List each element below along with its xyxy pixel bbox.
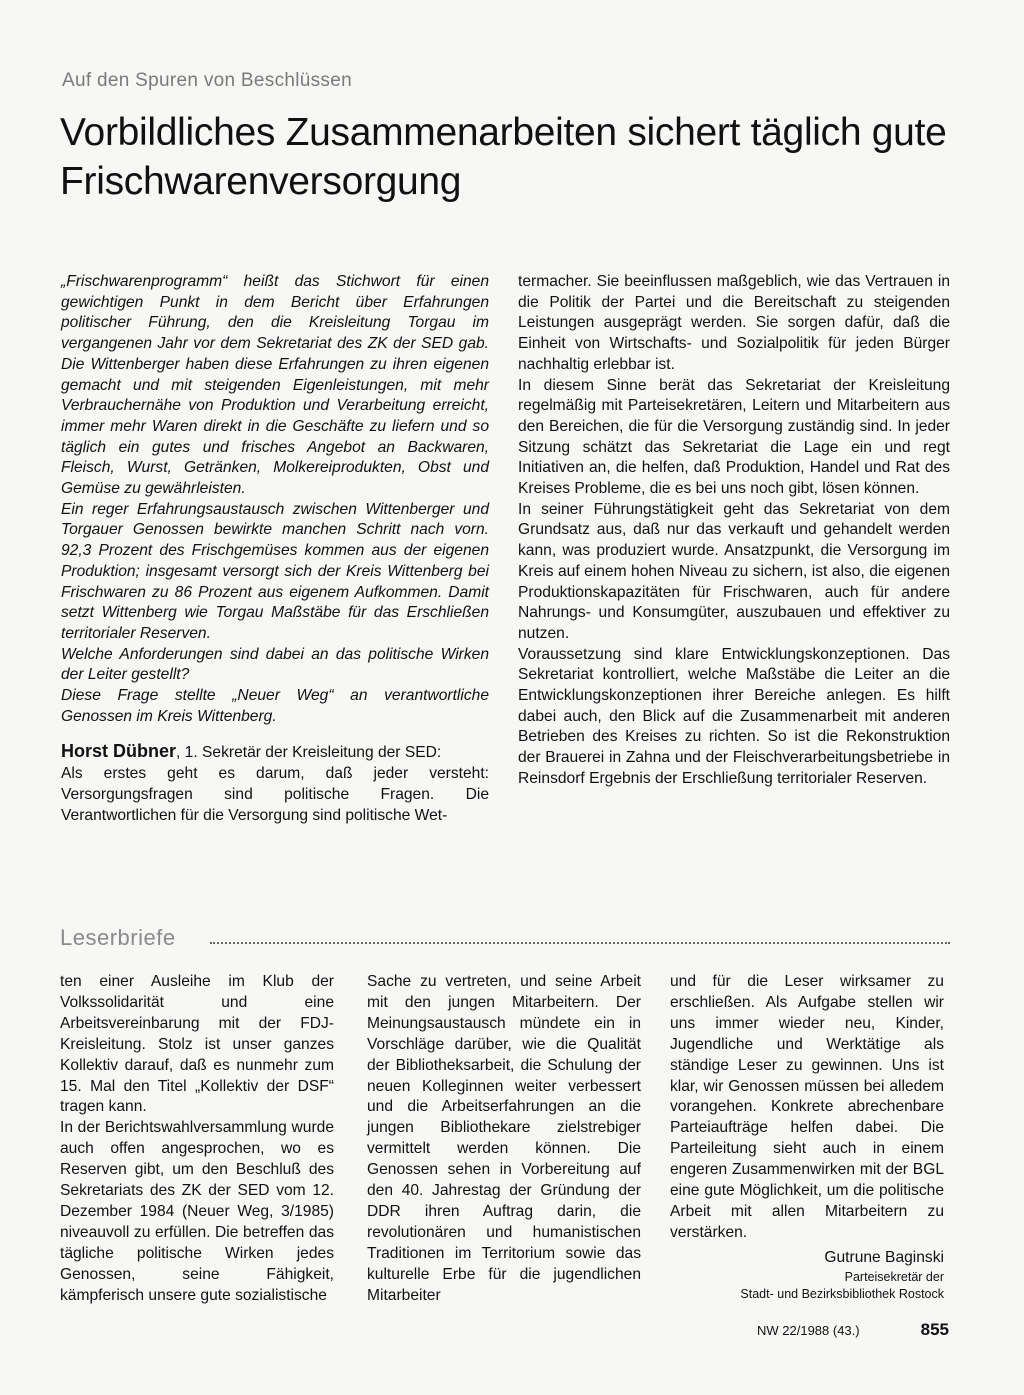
section-label: Leserbriefe [60, 925, 186, 951]
author-role: , 1. Sekretär der Kreisleitung der SED: [176, 744, 442, 762]
intro-paragraph: „Frischwarenprogramm“ heißt das Stichwort für einen gewichtigen Punkt in dem Bericht über Erfahrungen politischer Führung, den die Kreisleitung Torgau im vergangenen Jahr vor dem Sekretariat des ZK der SED gab. Die Wittenberger haben diese Erfahrungen zu ihren eigenen gemacht und mit steigenden Eigenleistungen, mit mehr Verbrauchernähe von Produktion und Verarbeitung erreicht, immer mehr Waren direkt in die Geschäfte zu liefern und so täglich ein gutes und frisches Angebot an Backwaren, Fleisch, Wurst, Getränken, Molkereiprodukten, Obst und Gemüse zu gewährleisten. [61, 273, 489, 498]
intro-paragraph: Welche Anforderungen sind dabei an das politische Wirken der Leiter gestellt? [61, 645, 489, 684]
body-paragraph: Als erstes geht es darum, daß jeder versteht: Versorgungsfragen sind politische Fragen. Die Verantwortlichen für die Versorgung sind politische Wet- [61, 765, 489, 824]
body-paragraph: termacher. Sie beeinflussen maßgeblich, wie das Vertrauen in die Politik der Partei und die Bereitschaft zu steigenden Leistungen ausgeprägt werden. Sie sorgen dafür, daß die Einheit von Wirtschafts- und Sozialpolitik für jeden Bürger nachhaltig erlebbar ist. [518, 273, 950, 373]
page-footer [757, 1320, 949, 1340]
body-paragraph: In diesem Sinne berät das Sekretariat der Kreisleitung regelmäßig mit Parteisekretären, Leitern und Mitarbeitern aus den Bereichen, die für die Versorgung zuständig sind. In jeder Sitzung schätzt das Sekretariat die Lage ein und regt Initiativen an, die helfen, daß Produktion, Handel und Rat des Kreises Probleme, die es bei uns noch gibt, lösen können. [518, 376, 950, 498]
divider [210, 942, 950, 944]
article-right-column [518, 272, 950, 790]
signature-organization: Stadt- und Bezirksbibliothek Rostock [740, 1286, 944, 1301]
intro-paragraph: Diese Frage stellte „Neuer Weg“ an verantwortliche Genossen im Kreis Wittenberg. [61, 687, 489, 725]
letter-paragraph: Sache zu vertreten, und seine Arbeit mit den jungen Mitarbeitern. Der Meinungsaustausch mündete ein in Vorschläge darüber, wie die Qualität der Bibliotheksarbeit, die Schulung der neuen Kolleginnen weiter verbessert und die Arbeitserfahrungen an die jungen Bibliothekare zielstrebiger vermittelt werden können. Die Genossen sehen in Vorbereitung auf den 40. Jahrestag der Gründung der DDR ihren Auftrag darin, die revolutionären und humanistischen Traditionen im Territorium sowie das kulturelle Erbe für die jugendlichen Mitarbeiter [367, 973, 641, 1304]
page-number: 855 [920, 1320, 949, 1339]
letters-column-2 [367, 972, 641, 1307]
signature-role: Parteisekretär der [844, 1269, 944, 1284]
letters-column-3 [670, 972, 944, 1303]
letter-paragraph: ten einer Ausleihe im Klub der Volkssolidarität und eine Arbeitsvereinbarung mit der FDJ-Kreisleitung. Stolz ist unser ganzes Kollektiv darauf, daß es nunmehr zum 15. Mal den Titel „Kollektiv der DSF“ tragen kann. [60, 973, 334, 1116]
article-left-column [61, 272, 489, 826]
author-name: Horst Dübner [61, 741, 177, 762]
body-paragraph: In seiner Führungstätigkeit geht das Sekretariat von dem Grundsatz aus, daß nur das verkauft und gehandelt werden kann, was produziert wurde. Ansatzpunkt, die Versorgung im Kreis auf einem hohen Niveau zu sichern, ist also, die eigenen Produktionskapazitäten für Frischwaren, auch für andere Nahrungs- und Konsumgüter, auszubauen und effektiver zu nutzen. [518, 500, 950, 642]
letters-section-header [60, 925, 950, 951]
letter-paragraph: In der Berichtswahlversammlung wurde auch offen angesprochen, wo es Reserven gibt, um den Beschluß des Sekretariats des ZK der SED vom 12. Dezember 1984 (Neuer Weg, 3/1985) niveauvoll zu erfüllen. Die betreffen das tägliche politische Wirken jedes Genossen, seine Fähigkeit, kämpferisch unsere gute sozialistische [60, 1119, 334, 1304]
letters-column-1 [60, 972, 334, 1307]
headline: Vorbildliches Zusammenarbeiten sichert täglich gute Frischwarenversorgung [60, 111, 947, 203]
letter-paragraph: und für die Leser wirksamer zu erschließen. Als Aufgabe stellen wir uns immer wieder neu, Kinder, Jugendliche und Werktätige als ständige Leser zu gewinnen. Uns ist klar, wir Genossen müssen bei alledem vorangehen. Konkrete abrechenbare Parteiaufträge helfen dabei. Die Parteileitung sieht auch in einem engeren Zusammenwirken mit der BGL eine gute Möglichkeit, um die politische Arbeit mit allen Mitarbeitern zu verstärken. [670, 973, 944, 1241]
kicker: Auf den Spuren von Beschlüssen [62, 70, 352, 91]
body-paragraph: Voraussetzung sind klare Entwicklungskonzeptionen. Das Sekretariat kontrolliert, welche Maßstäbe die Leiter an die Entwicklungskonzeptionen ihrer Bereiche anlegen. Es hilft dabei auch, den Blick auf die Zusammenarbeit mit anderen Betrieben des Kreises zu richten. So ist die Rekonstruktion der Brauerei in Zahna und der Fleischverarbeitungsbetriebe in Reinsdorf Ergebnis der Erschließung territorialer Reserven. [518, 645, 950, 787]
intro-paragraph: Ein reger Erfahrungsaustausch zwischen Wittenberger und Torgauer Genossen bewirkte manchen Schritt nach vorn. 92,3 Prozent des Frischgemüses kommen aus der eigenen Produktion; insgesamt versorgt sich der Kreis Wittenberg bei Frischwaren zu 86 Prozent aus eigenem Aufkommen. Damit setzt Wittenberg wie Torgau Maßstäbe für das Erschließen territorialer Reserven. [61, 500, 489, 642]
author-line [61, 741, 489, 764]
signature: Gutrune Baginski [824, 1248, 944, 1266]
issue-number: NW 22/1988 (43.) [757, 1323, 860, 1338]
